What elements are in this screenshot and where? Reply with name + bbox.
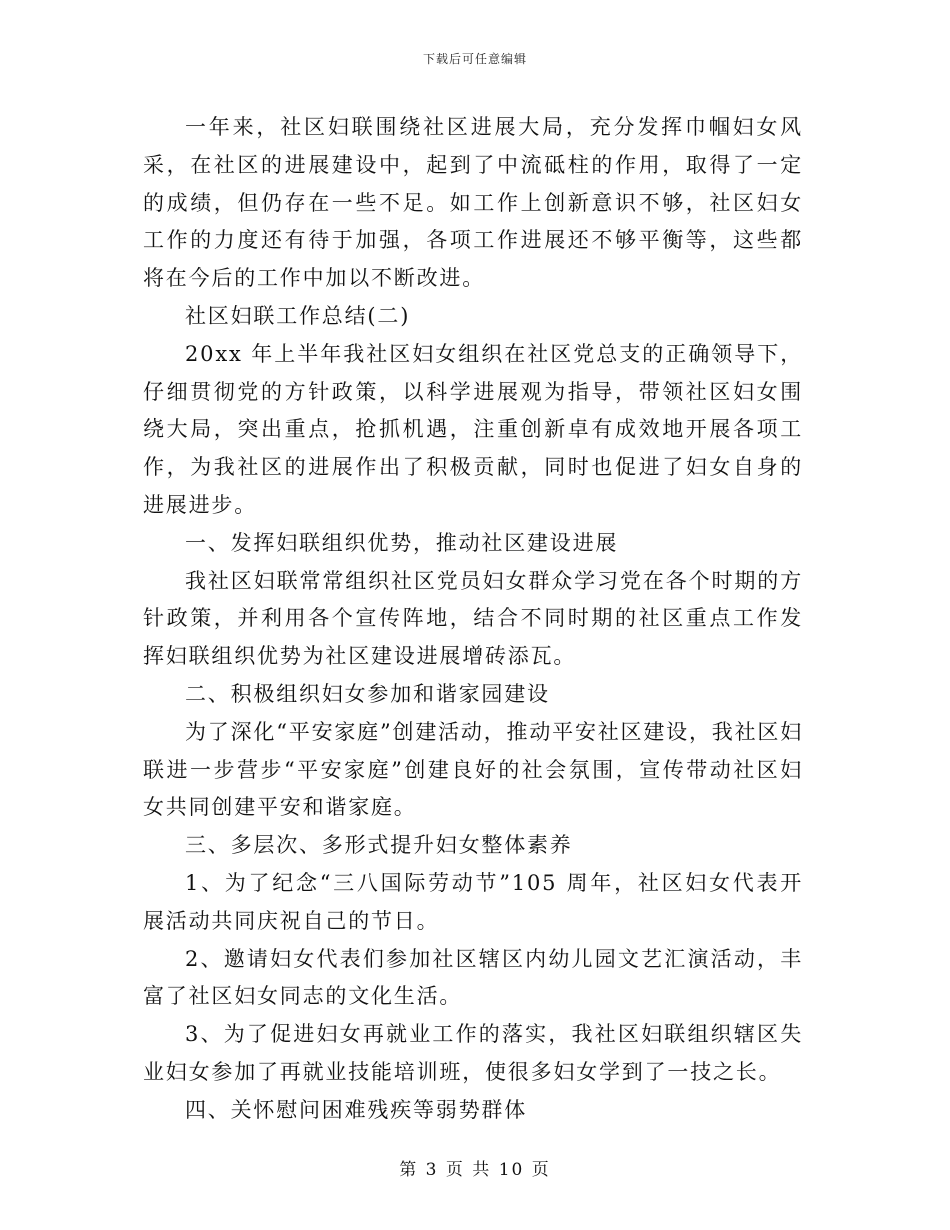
list-item-1: 1、为了纪念“三八国际劳动节”105 周年，社区妇女代表开展活动共同庆祝自己的节日。 xyxy=(143,870,803,933)
paragraph-one: 我社区妇联常常组织社区党员妇女群众学习党在各个时期的方针政策，并利用各个宣传阵地，结合不同时期的社区重点工作发挥妇联组织优势为社区建设进展增砖添瓦。 xyxy=(143,568,803,669)
page-number: 第 3 页 共 10 页 xyxy=(399,1160,551,1180)
heading-two: 二、积极组织妇女参加和谐家园建设 xyxy=(185,681,550,706)
heading-one: 一、发挥妇联组织优势，推动社区建设进展 xyxy=(185,530,619,555)
heading-four: 四、关怀慰问困难残疾等弱势群体 xyxy=(185,1097,527,1122)
section-title: 社区妇联工作总结(二) xyxy=(185,303,411,328)
paragraph-two: 为了深化“平安家庭”创建活动，推动平安社区建设，我社区妇联进一步营步“平安家庭”创建良好的社会氛围，宣传带动社区妇女共同创建平安和谐家庭。 xyxy=(143,719,803,820)
list-item-3: 3、为了促进妇女再就业工作的落实，我社区妇联组织辖区失业妇女参加了再就业技能培训班，使很多妇女学到了一技之长。 xyxy=(143,1022,803,1084)
list-item-2: 2、邀请妇女代表们参加社区辖区内幼儿园文艺汇演活动，丰富了社区妇女同志的文化生活。 xyxy=(143,946,803,1009)
heading-three: 三、多层次、多形式提升妇女整体素养 xyxy=(185,833,573,858)
paragraph-summary: 一年来，社区妇联围绕社区进展大局，充分发挥巾帼妇女风采，在社区的进展建设中，起到了中流砥柱的作用，取得了一定的成绩，但仍存在一些不足。如工作上创新意识不够，社区妇女工作的力度还有待于加强，各项工作进展还不够平衡等，这些都将在今后的工作中加以不断改进。 xyxy=(143,115,803,291)
page-header-note: 下载后可任意编辑 xyxy=(422,52,527,66)
document-body xyxy=(143,109,803,1130)
paragraph-intro: 20xx 年上半年我社区妇女组织在社区党总支的正确领导下，仔细贯彻党的方针政策，以科学进展观为指导，带领社区妇女围绕大局，突出重点，抢抓机遇，注重创新卓有成效地开展各项工作，为我社区的进展作出了积极贡献，同时也促进了妇女自身的进展进步。 xyxy=(143,341,803,517)
